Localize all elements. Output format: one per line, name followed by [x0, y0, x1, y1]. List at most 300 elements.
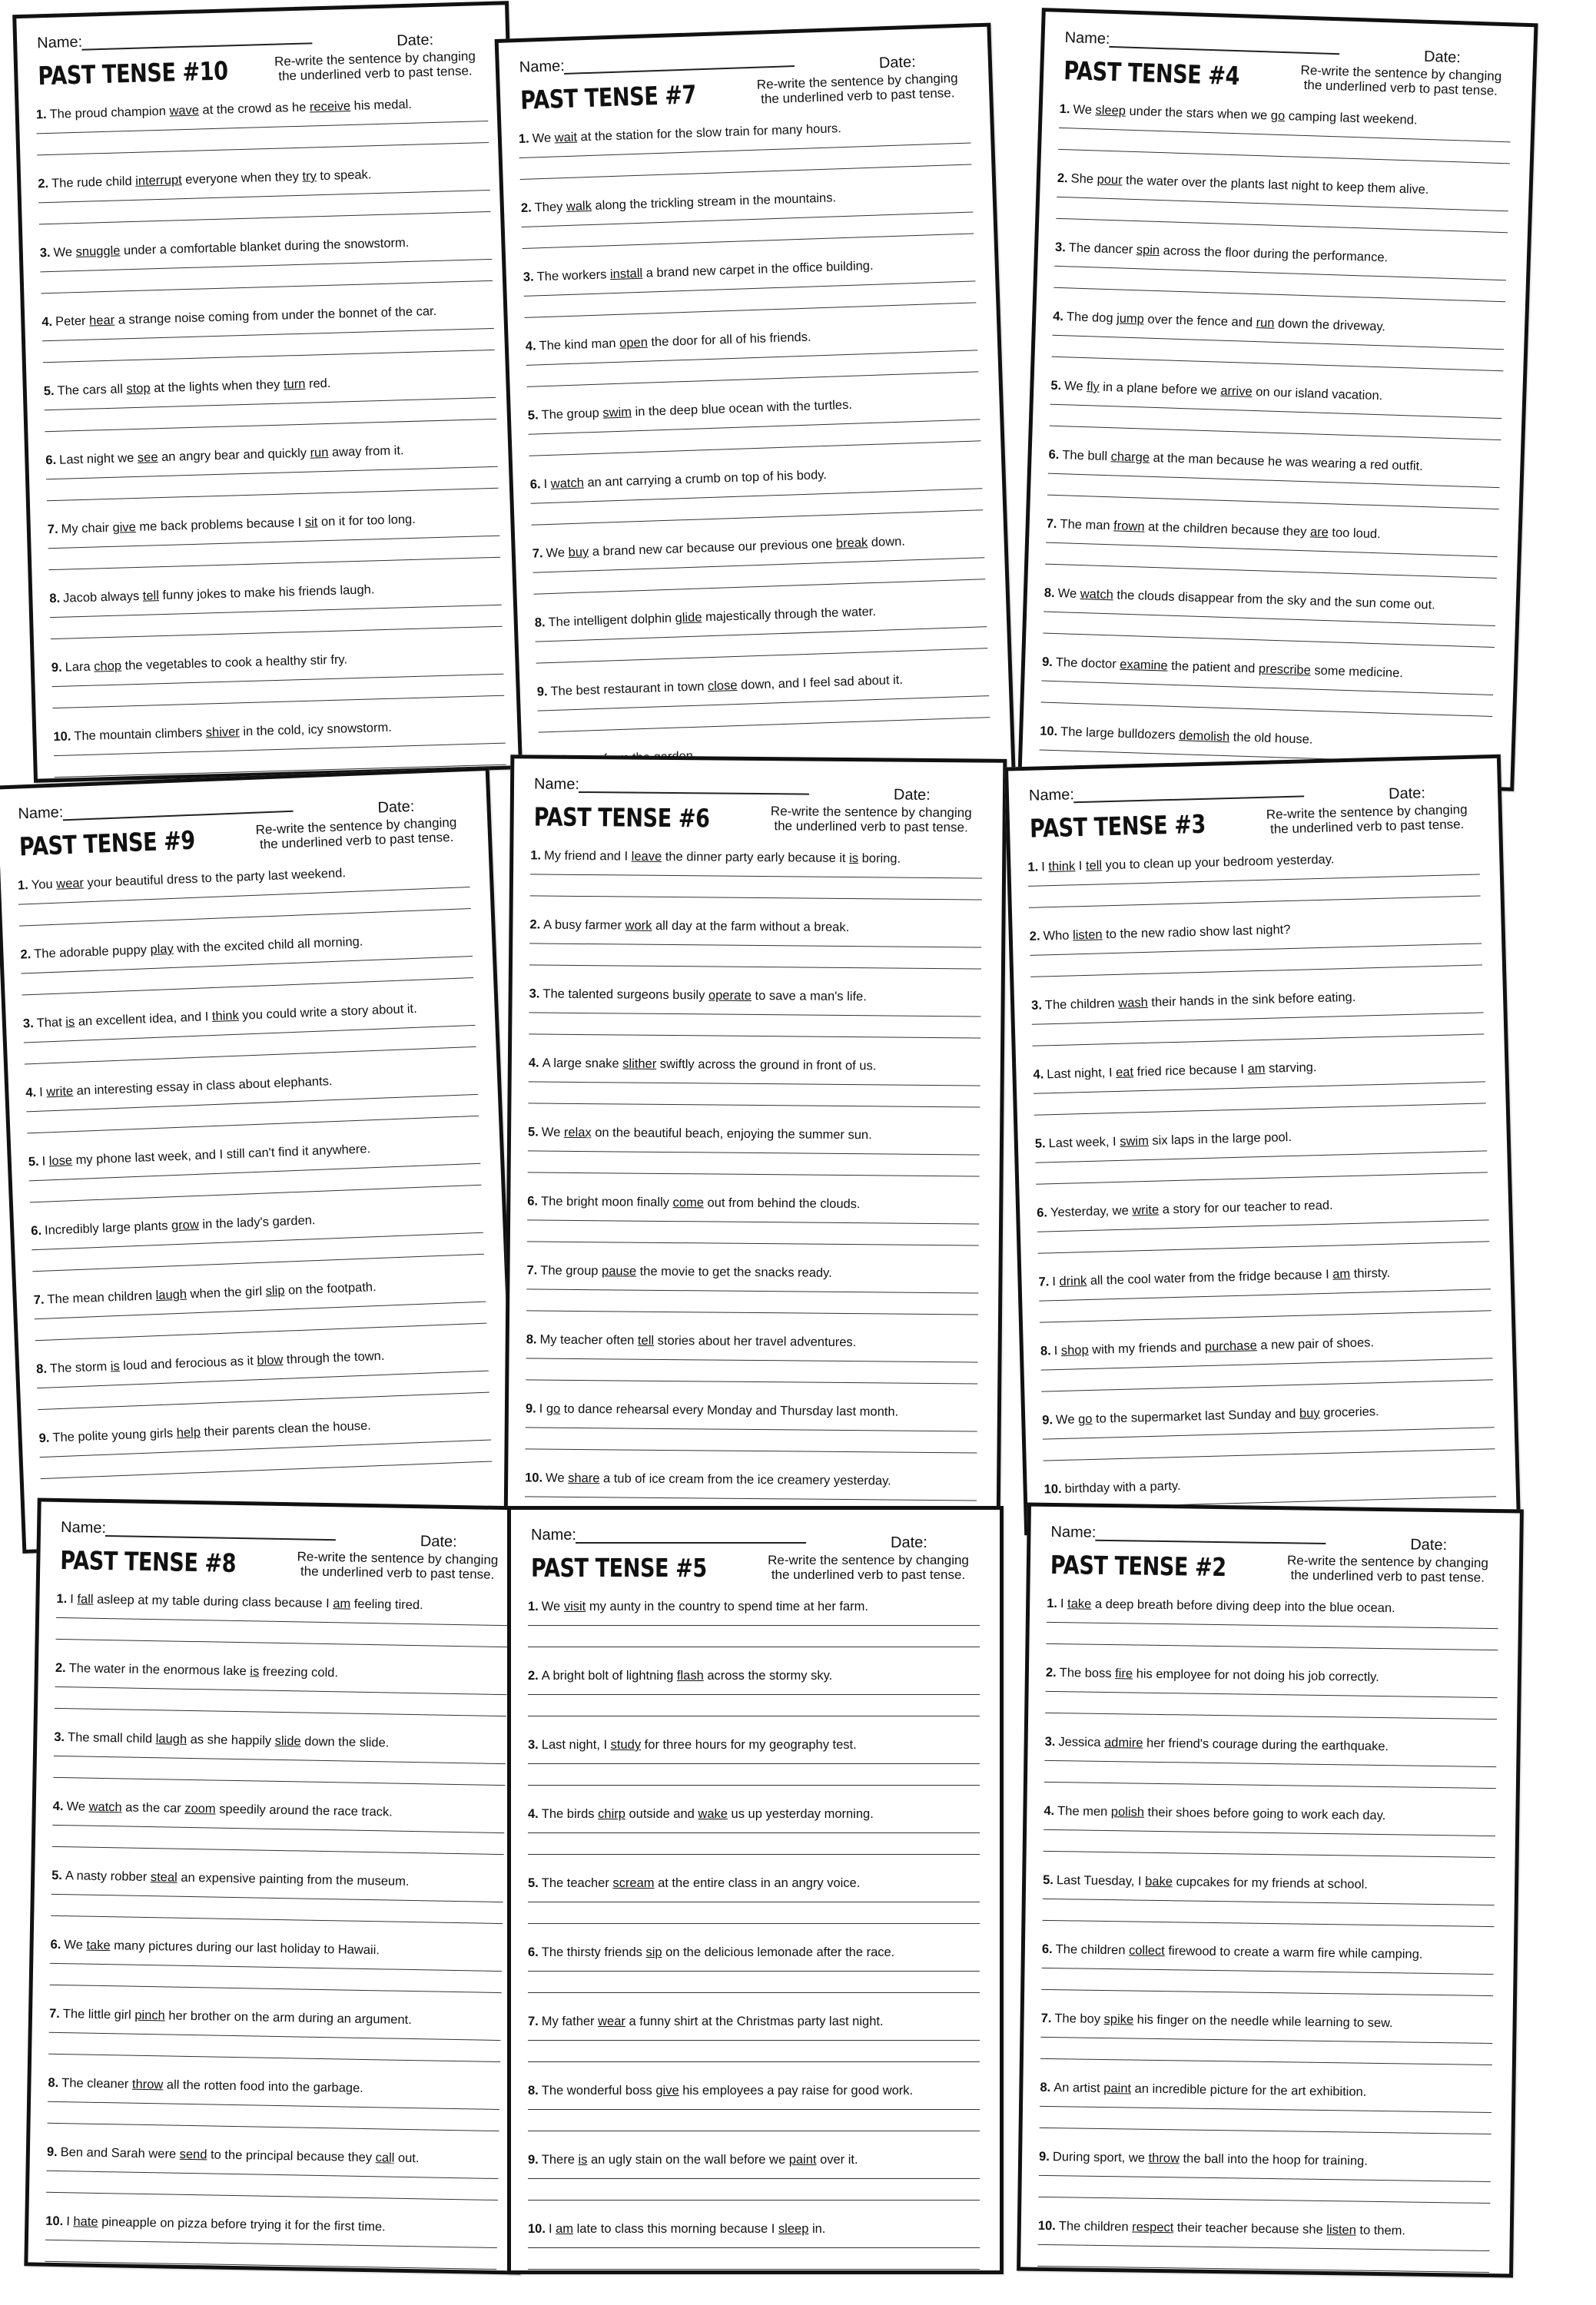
answer-line[interactable] [528, 1854, 980, 1855]
underlined-verb: buy [568, 545, 589, 560]
question-number: 5. [28, 1154, 39, 1169]
question-number: 4. [525, 339, 536, 353]
underlined-verb-2: turn [283, 376, 306, 392]
answer-line[interactable] [1032, 1012, 1484, 1024]
answer-line[interactable] [533, 557, 985, 572]
answer-line[interactable] [1041, 1989, 1493, 1996]
underlined-verb: fall [77, 1592, 94, 1607]
name-line[interactable] [576, 1542, 806, 1544]
question-number: 6. [527, 1194, 539, 1209]
question-number: 9. [38, 1431, 50, 1446]
underlined-verb: take [86, 1938, 111, 1953]
answer-line[interactable] [526, 1310, 978, 1315]
underlined-verb: think [1048, 859, 1076, 874]
question-text-pre: The dancer [1068, 240, 1137, 257]
answer-line[interactable] [56, 1639, 508, 1647]
answer-line[interactable] [39, 211, 491, 224]
answer-line[interactable] [48, 2054, 500, 2062]
underlined-verb-2: listen [1326, 2223, 1356, 2237]
answer-line[interactable] [1034, 1103, 1486, 1115]
underlined-verb: help [176, 1425, 201, 1441]
answer-line[interactable] [56, 1617, 508, 1626]
answer-line[interactable] [51, 626, 503, 639]
answer-line[interactable] [1048, 473, 1500, 488]
name-label: Name: [60, 1518, 107, 1537]
worksheet-title: PAST TENSE #2 [1050, 1549, 1226, 1583]
answer-line[interactable] [528, 1923, 980, 1924]
answer-line[interactable] [48, 2123, 499, 2131]
underlined-verb: laugh [155, 1287, 187, 1303]
answer-line[interactable] [1056, 218, 1508, 233]
answer-line[interactable] [529, 1081, 980, 1086]
answer-line[interactable] [528, 2040, 980, 2041]
answer-line[interactable] [50, 1963, 502, 1972]
question-text-pre: Ben and Sarah were [60, 2145, 180, 2161]
answer-line[interactable] [1029, 895, 1481, 907]
underlined-verb: scream [612, 1876, 655, 1890]
answer-line[interactable] [35, 1323, 487, 1342]
name-line[interactable] [105, 1535, 336, 1541]
answer-line[interactable] [1054, 266, 1506, 280]
question-item [45, 437, 499, 519]
underlined-verb: am [556, 2222, 574, 2236]
answer-line[interactable] [27, 1116, 479, 1134]
question-item [527, 1121, 980, 1194]
question-number: 9. [528, 2153, 539, 2167]
answer-line[interactable] [528, 2109, 980, 2110]
date-label: Date: [893, 786, 931, 804]
underlined-verb-2: wake [698, 1807, 728, 1821]
answer-line[interactable] [1038, 1241, 1490, 1253]
question-number: 7. [532, 546, 543, 561]
underlined-verb: sip [645, 1945, 662, 1959]
answer-line[interactable] [52, 674, 504, 687]
answer-line[interactable] [1043, 633, 1495, 648]
question-item [1041, 1939, 1494, 2014]
answer-line[interactable] [45, 419, 496, 432]
answer-line[interactable] [36, 121, 488, 134]
name-line[interactable] [63, 811, 294, 821]
answer-line[interactable] [529, 964, 981, 969]
question-item [1046, 1593, 1498, 1668]
question-item [1044, 1731, 1497, 1806]
answer-line[interactable] [1043, 1899, 1495, 1905]
answer-line[interactable] [1038, 2197, 1490, 2204]
worksheet-past-tense-8 [24, 1497, 533, 2274]
answer-line[interactable] [52, 695, 504, 708]
question-number: 1. [1027, 860, 1039, 874]
answer-line[interactable] [38, 190, 490, 203]
question-text-mid: an ant carrying a crumb on top of his body. [583, 467, 828, 490]
answer-line[interactable] [1042, 1920, 1494, 1927]
answer-line[interactable] [528, 1971, 980, 1972]
underlined-verb: relax [563, 1125, 592, 1140]
answer-line[interactable] [1034, 1081, 1485, 1093]
answer-line[interactable] [528, 1992, 980, 1993]
question-text-mid: all the rotten food into the garbage. [163, 2078, 363, 2095]
answer-line[interactable] [520, 164, 972, 179]
answer-line[interactable] [45, 397, 496, 410]
question-text-mid: down, and I feel sad about it. [737, 672, 904, 692]
question-text-pre: The mountain climbers [74, 725, 207, 744]
underlined-verb-2: zoom [184, 1801, 216, 1816]
answer-line[interactable] [1057, 197, 1508, 211]
answer-line[interactable] [519, 143, 971, 158]
question-number: 5. [528, 1125, 539, 1139]
name-line[interactable] [1109, 46, 1339, 55]
answer-line[interactable] [525, 302, 977, 317]
question-text-pre: I [66, 2214, 74, 2229]
answer-line[interactable] [41, 1461, 493, 1479]
underlined-verb: snuggle [75, 244, 121, 260]
answer-line[interactable] [1035, 1150, 1487, 1162]
answer-line[interactable] [1040, 2037, 1492, 2044]
question-text-post: down the slide. [300, 1734, 390, 1750]
question-text [527, 1190, 979, 1212]
answer-line[interactable] [528, 1832, 980, 1833]
underlined-verb: eat [1115, 1065, 1134, 1080]
question-text-pre: We [546, 546, 569, 561]
answer-line[interactable] [522, 211, 974, 227]
answer-line[interactable] [528, 1625, 980, 1626]
question-text-post: speedily around the race track. [215, 1802, 393, 1819]
question-number: 9. [1039, 2149, 1050, 2164]
answer-line[interactable] [54, 1756, 506, 1764]
answer-line[interactable] [529, 419, 980, 434]
underlined-verb-2: am [333, 1597, 351, 1611]
underlined-verb: close [707, 678, 738, 694]
question-text-mid: pineapple on pizza before trying it for the first time. [98, 2214, 386, 2234]
answer-line[interactable] [527, 1219, 979, 1224]
answer-line[interactable] [1039, 2175, 1491, 2182]
question-item [35, 91, 489, 173]
question-number: 6. [528, 1945, 539, 1959]
question-text-mid: an expensive painting from the museum. [177, 1870, 410, 1889]
answer-line[interactable] [525, 1448, 977, 1453]
answer-line[interactable] [1046, 542, 1498, 557]
answer-line[interactable] [1042, 1968, 1494, 1975]
underlined-verb: is [110, 1359, 121, 1374]
question-number: 10. [45, 2214, 64, 2229]
question-number: 5. [527, 408, 539, 423]
answer-line[interactable] [528, 2061, 980, 2062]
question-text [529, 983, 981, 1005]
question-text-mid: the dinner party early because it [662, 849, 850, 866]
answer-line[interactable] [526, 1288, 978, 1293]
question-text-mid: with the excited child all morning. [173, 934, 363, 956]
answer-line[interactable] [1043, 1427, 1495, 1439]
question-text-mid: her brother on the arm during an argument. [164, 2008, 412, 2028]
answer-line[interactable] [1044, 1782, 1496, 1789]
answer-line[interactable] [49, 2032, 501, 2041]
answer-line[interactable] [527, 1241, 979, 1245]
answer-line[interactable] [526, 1358, 978, 1362]
answer-line[interactable] [529, 440, 981, 456]
question-text [528, 1121, 980, 1143]
question-number: 9. [1041, 655, 1053, 669]
answer-line[interactable] [1040, 2128, 1491, 2134]
answer-line[interactable] [50, 1985, 502, 1993]
answer-line[interactable] [1041, 1379, 1493, 1391]
answer-line[interactable] [1052, 335, 1504, 350]
question-text [528, 2149, 980, 2167]
answer-line[interactable] [538, 695, 990, 711]
instructions: Re-write the sentence by changing the underlined verb to past tense. [1286, 1553, 1488, 1585]
question-number: 9. [525, 1401, 536, 1416]
answer-line[interactable] [536, 626, 987, 642]
question-text-mid: at the station for the slow train for many hours. [576, 121, 842, 144]
underlined-verb: share [568, 1471, 600, 1486]
answer-line[interactable] [41, 280, 493, 294]
answer-line[interactable] [1044, 1760, 1496, 1767]
answer-line[interactable] [1039, 1288, 1491, 1301]
answer-line[interactable] [528, 1103, 980, 1107]
question-number: 3. [22, 1016, 35, 1031]
question-number: 8. [1044, 585, 1055, 601]
question-text-pre: The best restaurant in town [550, 679, 708, 699]
name-label: Name: [36, 33, 83, 52]
answer-line[interactable] [1040, 1310, 1491, 1322]
answer-line[interactable] [51, 1915, 503, 1924]
answer-line[interactable] [1059, 128, 1511, 142]
answer-line[interactable] [38, 1392, 489, 1411]
underlined-verb: watch [88, 1799, 122, 1815]
answer-line[interactable] [19, 908, 471, 927]
answer-line[interactable] [530, 874, 982, 878]
answer-line[interactable] [1040, 702, 1492, 717]
question-item [528, 1803, 980, 1872]
question-text-pre: That [36, 1015, 66, 1030]
answer-line[interactable] [37, 142, 489, 155]
question-number: 4. [52, 1799, 64, 1814]
answer-line[interactable] [1044, 1851, 1495, 1858]
question-text-pre: We [64, 1938, 87, 1952]
answer-line[interactable] [22, 977, 474, 996]
answer-line[interactable] [539, 717, 990, 732]
answer-line[interactable] [1053, 287, 1505, 302]
answer-line[interactable] [1050, 404, 1502, 419]
answer-line[interactable] [1047, 1622, 1498, 1629]
answer-line[interactable] [528, 1172, 980, 1176]
answer-line[interactable] [48, 2101, 499, 2110]
answer-line[interactable] [1030, 964, 1482, 977]
question-text-post: red. [305, 376, 331, 391]
question-number: 4. [1044, 1803, 1055, 1819]
worksheet-past-tense-2 [1017, 1503, 1524, 2278]
question-text-post: starving. [1265, 1060, 1317, 1076]
answer-line[interactable] [529, 1012, 980, 1017]
answer-line[interactable] [51, 1894, 503, 1902]
question-number: 6. [1036, 1206, 1048, 1220]
question-text-mid: six laps in the large pool. [1148, 1130, 1292, 1148]
answer-line[interactable] [1036, 1172, 1488, 1184]
instructions: Re-write the sentence by changing the underlined verb to past tense. [297, 1549, 499, 1582]
answer-line[interactable] [54, 743, 506, 756]
question-text-post: through the town. [282, 1348, 385, 1367]
question-text [528, 1803, 980, 1822]
question-text-pre: The large bulldozers [1060, 725, 1180, 743]
answer-line[interactable] [52, 1846, 504, 1855]
date-label: Date: [1423, 48, 1462, 67]
answer-line[interactable] [48, 557, 500, 570]
answer-line[interactable] [1041, 681, 1493, 695]
answer-line[interactable] [32, 1254, 484, 1272]
question-text-mid: all day at the farm without a break. [652, 918, 850, 935]
answer-line[interactable] [45, 2261, 496, 2270]
answer-line[interactable] [526, 1379, 977, 1384]
answer-line[interactable] [528, 1763, 980, 1764]
underlined-verb: come [672, 1196, 705, 1210]
answer-line[interactable] [1030, 943, 1482, 955]
answer-line[interactable] [1046, 1691, 1498, 1698]
answer-line[interactable] [524, 280, 976, 296]
question-item [51, 1796, 504, 1872]
question-text-pre: We [1063, 379, 1087, 394]
answer-line[interactable] [52, 1825, 504, 1833]
name-line[interactable] [81, 42, 312, 50]
underlined-verb: bake [1145, 1874, 1173, 1889]
question-number: 6. [1048, 447, 1060, 463]
question-number: 2. [1057, 171, 1068, 186]
question-item [528, 1665, 980, 1734]
answer-line[interactable] [528, 1785, 980, 1786]
answer-line[interactable] [528, 2247, 980, 2248]
answer-line[interactable] [50, 605, 502, 618]
name-line[interactable] [579, 791, 809, 795]
question-text-pre: The workers [536, 267, 611, 284]
instructions: Re-write the sentence by changing the underlined verb to past tense. [274, 48, 476, 84]
answer-line[interactable] [1040, 2058, 1492, 2065]
answer-line[interactable] [1052, 357, 1504, 371]
underlined-verb: chirp [598, 1807, 625, 1821]
answer-line[interactable] [47, 488, 499, 501]
question-text-pre: The children [1058, 2219, 1133, 2234]
question-text-mid: their teacher because she [1173, 2220, 1327, 2237]
answer-line[interactable] [528, 1150, 980, 1155]
answer-line[interactable] [42, 328, 494, 341]
answer-line[interactable] [526, 1427, 977, 1431]
question-text-pre: I [1053, 1343, 1062, 1358]
worksheet-title: PAST TENSE #3 [1029, 808, 1206, 844]
answer-line[interactable] [536, 648, 988, 663]
date-label: Date: [377, 798, 415, 817]
question-text-pre: We [532, 131, 556, 146]
answer-line[interactable] [46, 2171, 498, 2179]
answer-line[interactable] [523, 233, 974, 248]
answer-line[interactable] [527, 371, 979, 386]
question-text [526, 1328, 978, 1351]
question-number: 3. [529, 987, 540, 1001]
answer-line[interactable] [45, 2240, 497, 2248]
answer-line[interactable] [532, 509, 984, 525]
answer-line[interactable] [529, 1033, 980, 1038]
answer-line[interactable] [525, 1496, 977, 1501]
name-line[interactable] [1073, 795, 1304, 803]
date-label: Date: [397, 31, 434, 50]
question-text-post: his medal. [350, 97, 413, 113]
answer-line[interactable] [30, 1185, 482, 1203]
answer-line[interactable] [1044, 612, 1495, 626]
question-item [51, 645, 505, 726]
question-number: 4. [1052, 309, 1064, 324]
question-number: 1. [17, 878, 29, 893]
worksheet-past-tense-3 [1004, 755, 1521, 1536]
answer-line[interactable] [55, 1686, 506, 1695]
question-text-pre: I [543, 476, 552, 492]
answer-line[interactable] [25, 1046, 476, 1065]
answer-line[interactable] [1046, 1643, 1498, 1650]
answer-line[interactable] [48, 536, 500, 549]
underlined-verb-2: purchase [1204, 1338, 1257, 1355]
answer-line[interactable] [53, 1777, 505, 1786]
answer-line[interactable] [1037, 1219, 1489, 1232]
answer-line[interactable] [1041, 1358, 1493, 1370]
question-number: 9. [1042, 1413, 1053, 1428]
answer-line[interactable] [1045, 1713, 1497, 1720]
answer-line[interactable] [526, 350, 978, 365]
answer-line[interactable] [46, 2192, 498, 2201]
answer-line[interactable] [1044, 1448, 1495, 1461]
answer-line[interactable] [531, 488, 983, 503]
answer-line[interactable] [530, 895, 982, 900]
answer-line[interactable] [528, 2269, 980, 2270]
answer-line[interactable] [1044, 1829, 1495, 1836]
underlined-verb: paint [1103, 2081, 1132, 2096]
question-text [526, 1259, 978, 1282]
question-item [49, 1934, 502, 2011]
answer-line[interactable] [43, 350, 495, 363]
question-text-mid: when the girl [186, 1284, 267, 1302]
answer-line[interactable] [1047, 495, 1499, 509]
underlined-verb-2: arrive [1220, 383, 1253, 399]
answer-line[interactable] [1038, 2244, 1490, 2251]
worksheet-header [34, 22, 487, 104]
name-line[interactable] [1095, 1540, 1326, 1544]
answer-line[interactable] [41, 259, 493, 272]
answer-line[interactable] [528, 2200, 980, 2201]
answer-line[interactable] [1033, 1033, 1485, 1046]
underlined-verb: watch [550, 476, 585, 491]
answer-line[interactable] [55, 1708, 506, 1716]
answer-line[interactable] [46, 466, 498, 479]
underlined-verb: swim [602, 405, 632, 420]
answer-line[interactable] [528, 2178, 980, 2179]
answer-line[interactable] [1050, 426, 1501, 440]
answer-line[interactable] [1045, 564, 1497, 579]
question-number: 6. [529, 477, 541, 492]
answer-line[interactable] [534, 579, 986, 594]
name-line[interactable] [564, 65, 795, 75]
question-text-mid: on the delicious lemonade after the race. [662, 1945, 895, 1959]
underlined-verb: charge [1110, 449, 1150, 465]
underlined-verb: wait [554, 130, 578, 145]
question-text-mid: their shoes before going to work each day. [1143, 1805, 1386, 1823]
answer-line[interactable] [528, 1694, 980, 1695]
underlined-verb-2: slide [274, 1733, 301, 1749]
question-text [528, 2218, 980, 2237]
answer-line[interactable] [1037, 2266, 1489, 2273]
answer-line[interactable] [1040, 2106, 1491, 2113]
answer-line[interactable] [1058, 149, 1510, 164]
question-text-pre: The boy [1054, 2011, 1104, 2026]
question-text-pre: We [66, 1799, 89, 1814]
question-text-pre: The teacher [541, 1876, 613, 1890]
underlined-verb: walk [566, 198, 592, 214]
question-text-mid: to save a man's life. [751, 988, 867, 1004]
underlined-verb: pause [602, 1264, 637, 1279]
answer-line[interactable] [529, 943, 981, 947]
answer-line[interactable] [1028, 874, 1480, 886]
